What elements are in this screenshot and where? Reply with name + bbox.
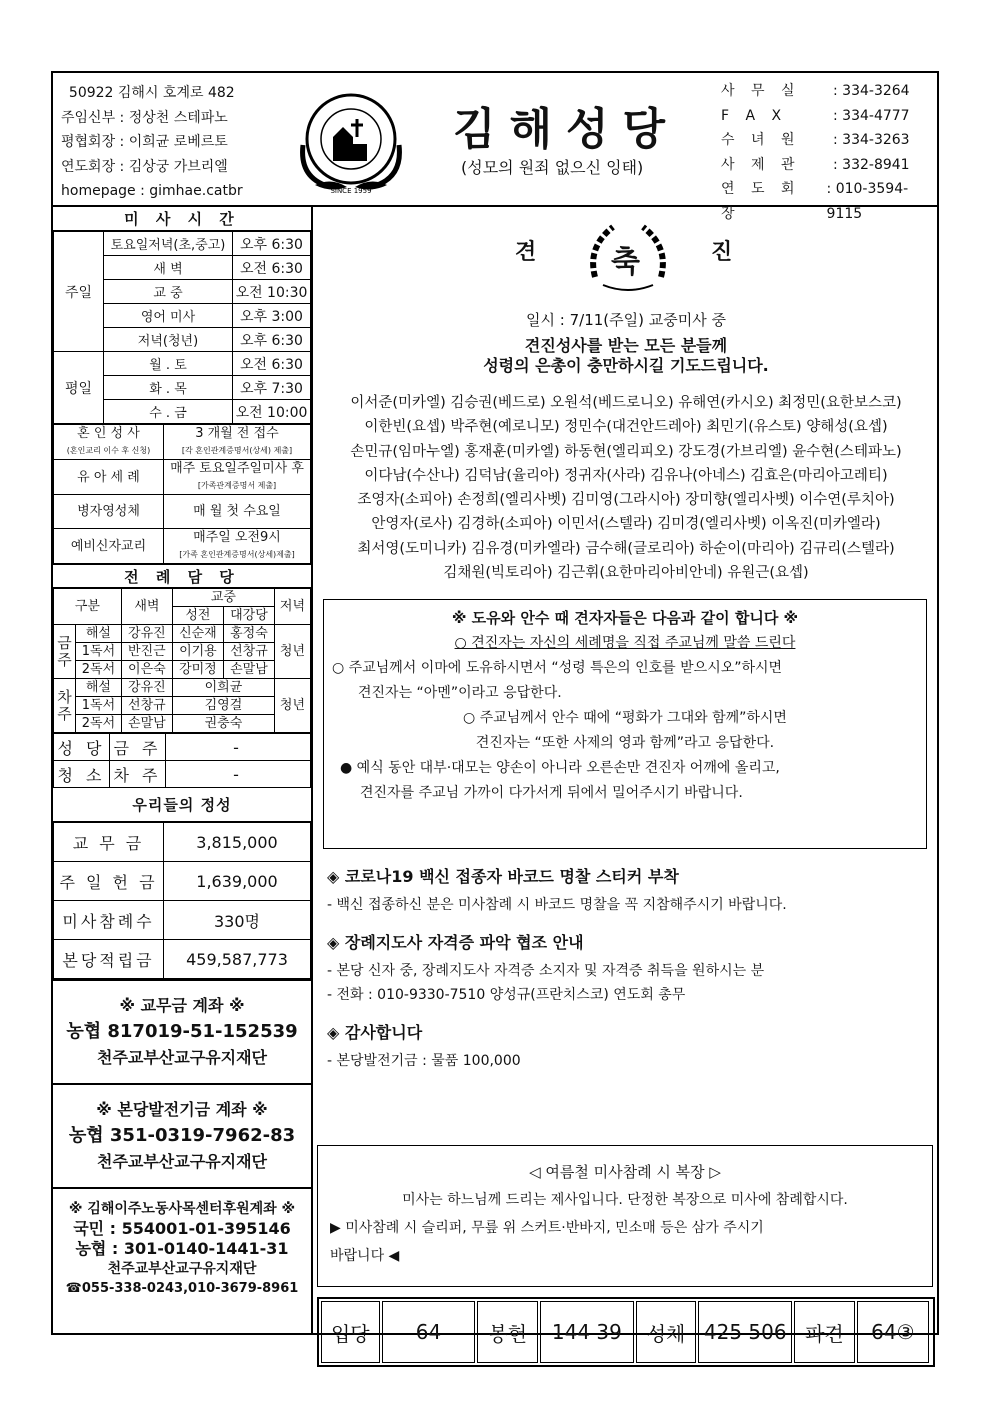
offering-row	[54, 823, 311, 862]
summer-box	[317, 1145, 933, 1287]
contacts	[721, 79, 937, 226]
conf-right: 진	[711, 240, 733, 265]
mass-time: 오후 7:30	[233, 376, 311, 400]
liturgy-cell: 1독서	[76, 697, 122, 715]
contact-label: 사 무 실	[721, 83, 801, 99]
col-type: 구분	[54, 589, 122, 625]
contact-row	[721, 79, 937, 104]
offering-row	[54, 862, 311, 901]
liturgy-row	[54, 625, 311, 643]
conf-date: 일시 : 7/11(주일) 교중미사 중	[526, 311, 726, 329]
contact-label: 연 도 회 장	[721, 181, 801, 222]
address: 50922 김해시 호계로 482	[68, 85, 235, 101]
liturgy-cell: 김영걸	[172, 697, 274, 715]
name-line: 이다남(수산나) 김덕남(율리아) 정귀자(사라) 김유나(아네스) 김효은(마리아고레티)	[364, 467, 888, 484]
notice	[327, 1021, 927, 1073]
name-line: 이한빈(요셉) 박주현(예로니모) 정민수(대건안드레아) 최민기(유스토) 양해성(요셉)	[364, 419, 888, 436]
name-line: 안영자(로사) 김경하(소피아) 이민서(스텔라) 김미경(엘리사벳) 이옥진(미카엘라)	[371, 516, 881, 533]
service-row	[54, 460, 311, 495]
legion-president: 연도회장 : 김상궁 가브리엘	[61, 158, 228, 175]
header-info	[61, 81, 243, 204]
bank-account	[53, 1083, 311, 1187]
cleaning-cell: -	[166, 761, 311, 788]
service-when: 3 개월 전 접수	[195, 426, 279, 441]
cleaning-cell: 금 주	[110, 734, 166, 761]
mass-schedule	[53, 231, 311, 424]
cleaning-table	[53, 733, 311, 788]
service-doc: [각 혼인관계증명서(상세) 제출]	[181, 446, 293, 455]
sunday-label: 주일	[54, 232, 104, 352]
contact-value: : 332-8941	[833, 156, 910, 173]
offering-table	[53, 822, 311, 979]
offering-label: 본당적립금	[54, 940, 164, 979]
labor-kb: 국민 : 554001-01-395146	[73, 1219, 291, 1238]
liturgy-cell: 반진근	[121, 643, 172, 661]
liturgy-cell: 청년	[274, 679, 310, 733]
offering-value: 330명	[164, 901, 311, 940]
offering-label: 미사참례수	[54, 901, 164, 940]
offering-label: 주 일 헌 금	[54, 862, 164, 901]
guide-c1: ○ 주교님께서 안수 때에 “평화가 그대와 함께”하시면	[463, 710, 787, 726]
contact-row	[721, 104, 937, 129]
mass-time: 오후 3:00	[233, 304, 311, 328]
summer-line1: 미사는 하느님께 드리는 제사입니다. 단정한 복장으로 미사에 참례합시다.	[402, 1192, 848, 1208]
guide-title: ※ 도유와 안수 때 견자자들은 다음과 같이 합니다 ※	[451, 609, 799, 627]
offering-value: 1,639,000	[164, 862, 311, 901]
service-name: 병자영성체	[77, 504, 140, 519]
service-row	[54, 529, 311, 564]
liturgy-row	[54, 661, 311, 679]
mass-time: 오전 10:30	[233, 280, 311, 304]
guide-d2: 견진자를 주교님 가까이 다가서게 뒤에서 밀어주시기 바랍니다.	[360, 785, 743, 801]
conf-left: 견	[515, 240, 537, 265]
liturgy-cell: 이희균	[172, 679, 274, 697]
name-line: 손민규(임마누엘) 홍재훈(미카엘) 하동현(엘리피오) 강도경(가브리엘) 윤수현(스테파노)	[350, 443, 902, 460]
next-week-label: 차주	[54, 679, 76, 733]
guide-d1: ● 예식 동안 대부·대모는 양손이 아니라 오른손만 견진자 어깨에 올리고,	[340, 760, 780, 776]
cleaning-cell: 성 당	[54, 734, 110, 761]
notice-line: - 본당발전기금 : 물품 100,000	[327, 1053, 521, 1069]
service-when: 매주일 오전9시	[193, 530, 281, 545]
contact-value: : 334-3264	[833, 83, 910, 99]
conf-msg2: 성령의 은총이 충만하시길 기도드립니다.	[483, 356, 769, 375]
mass-time: 오전 6:30	[233, 352, 311, 376]
col-sanctuary: 성전	[172, 607, 223, 625]
service-doc: [가족 혼인관계증명서(상세)제출]	[179, 550, 295, 559]
labor-nh: 농협 : 301-0140-1441-31	[75, 1239, 289, 1258]
labor-owner: 천주교부산교구유지재단	[107, 1261, 257, 1277]
liturgy-row	[54, 679, 311, 697]
right-column	[315, 207, 937, 1346]
offering-value: 459,587,773	[164, 940, 311, 979]
confirmand-names	[315, 391, 937, 585]
contact-label: 수 녀 원	[721, 132, 801, 148]
hymn-number: 64	[382, 1301, 476, 1363]
liturgy-cell: 해설	[76, 625, 122, 643]
labor-phone: ☎055-338-0243,010-3679-8961	[65, 1281, 299, 1296]
mass-name: 교 중	[104, 280, 233, 304]
logo-since: SINCE 1959	[330, 187, 372, 195]
left-column	[53, 207, 313, 1335]
notice	[327, 865, 927, 917]
offering-value: 3,815,000	[164, 823, 311, 862]
offering-row	[54, 940, 311, 979]
service-name: 예비신자교리	[70, 538, 147, 554]
hymn-number: 64③	[857, 1301, 929, 1363]
hymn-number: 425 506	[698, 1301, 792, 1363]
liturgy-cell: 선창규	[121, 697, 172, 715]
liturgy-row	[54, 643, 311, 661]
account-owner: 천주교부산교구유지재단	[96, 1152, 268, 1171]
summer-line3: 바랍니다 ◀	[330, 1248, 400, 1264]
liturgy-cell: 강미정	[172, 661, 223, 679]
bank-account	[53, 979, 311, 1083]
council-president: 평협회장 : 이희균 로베르토	[61, 134, 228, 150]
labor-title: ※ 김해이주노동사목센터후원계좌 ※	[68, 1201, 296, 1217]
contact-label: 사 제 관	[721, 156, 801, 173]
mass-name: 영어 미사	[104, 304, 233, 328]
pastor: 주임신부 : 정상천 스테파노	[61, 109, 228, 126]
mass-time: 오전 10:00	[233, 400, 311, 424]
liturgy-row	[54, 715, 311, 733]
hymn-label: 성체	[636, 1301, 697, 1363]
service-when: 매 월 첫 수요일	[193, 504, 281, 519]
hymn-label: 입당	[321, 1301, 380, 1363]
liturgy-title: 전 례 담 당	[53, 564, 311, 588]
mass-time: 오전 6:30	[233, 256, 311, 280]
liturgy-cell: 이기용	[172, 643, 223, 661]
notice-title: ◈ 감사합니다	[327, 1023, 423, 1042]
mass-name: 화 . 목	[104, 376, 233, 400]
guide-box	[323, 599, 927, 849]
contact-row	[721, 153, 937, 178]
mass-title: 미 사 시 간	[53, 207, 311, 231]
mass-row	[54, 352, 311, 376]
contact-value: : 334-4777	[833, 107, 910, 124]
conf-center: 축	[611, 245, 640, 280]
account-number: 농협 817019-51-152539	[66, 1021, 298, 1042]
contact-value: : 334-3263	[833, 132, 910, 148]
notices	[327, 865, 927, 1087]
notice-line: - 백신 접종하신 분은 미사참례 시 바코드 명찰을 꼭 지참해주시기 바랍니다.	[327, 897, 787, 913]
contact-row	[721, 128, 937, 153]
hymn-label: 봉헌	[477, 1301, 538, 1363]
col-dawn: 새벽	[121, 589, 172, 625]
service-name: 유 아 세 례	[77, 469, 140, 485]
notice-title: ◈ 코로나19 백신 접종자 바코드 명찰 스티커 부착	[327, 867, 679, 886]
labor-account	[53, 1187, 311, 1309]
homepage: homepage : gimhae.catbr	[61, 183, 243, 199]
offering-title: 우리들의 정성	[53, 788, 311, 822]
service-when: 매주 토요일주일미사 후	[170, 461, 304, 476]
liturgy-cell: 강유진	[121, 679, 172, 697]
guide-b2: 견진자는 “아멘”이라고 응답한다.	[358, 685, 562, 701]
guide-b1: ○ 주교님께서 이마에 도유하시면서 “성령 특은의 인호를 받으시오”하시면	[332, 660, 783, 676]
service-doc: [가족관계증명서 제출]	[197, 481, 277, 490]
name-line: 최서영(도미니카) 김유경(미카엘라) 금수해(글로리아) 하순이(마리아) 김규리(스텔라)	[357, 540, 895, 557]
liturgy-cell: 청년	[274, 625, 310, 679]
col-evening: 저녁	[274, 589, 310, 625]
account-title: ※ 본당발전기금 계좌 ※	[96, 1100, 268, 1119]
cleaning-cell: -	[166, 734, 311, 761]
name-line: 조영자(소피아) 손정희(엘리사벳) 김미영(그라시아) 장미향(엘리사벳) 이수연(루치아)	[357, 492, 895, 509]
hymn-numbers	[317, 1297, 935, 1367]
cleaning-cell: 청 소	[54, 761, 110, 788]
service-row	[54, 495, 311, 529]
liturgy-cell: 홍정숙	[223, 625, 274, 643]
liturgy-cell: 이은숙	[121, 661, 172, 679]
summer-title: ◁ 여름철 미사참례 시 복장 ▷	[529, 1163, 721, 1181]
mass-name: 수 . 금	[104, 400, 233, 424]
name-line: 김채원(빅토리아) 김근휘(요한마리아비안네) 유원근(요셉)	[443, 565, 809, 582]
bulletin-frame	[51, 71, 939, 1346]
mass-time: 오후 6:30	[233, 232, 311, 256]
notice-line: - 본당 신자 중, 장례지도사 자격증 소지자 및 자격증 취득을 원하시는 분	[327, 963, 765, 979]
parish-subtitle: (성모의 원죄 없으신 잉태)	[461, 158, 644, 177]
notice-line: - 전화 : 010-9330-7510 양성규(프란치스코) 연도회 총무	[327, 987, 686, 1003]
account-owner: 천주교부산교구유지재단	[96, 1048, 268, 1067]
mass-name: 토요일저녁(초,중고)	[104, 232, 233, 256]
church-logo-icon	[291, 89, 411, 197]
liturgy-cell: 선창규	[223, 643, 274, 661]
notice-title: ◈ 장례지도사 자격증 파악 협조 안내	[327, 933, 584, 952]
summer-line2: ▶ 미사참례 시 슬리퍼, 무릎 위 스커트·반바지, 민소매 등은 삼가 주시기	[330, 1220, 764, 1236]
liturgy-cell: 신순재	[172, 625, 223, 643]
offering-row	[54, 901, 311, 940]
liturgy-cell: 손말남	[121, 715, 172, 733]
weekday-label: 평일	[54, 352, 104, 424]
offering-label: 교 무 금	[54, 823, 164, 862]
liturgy-cell: 강유진	[121, 625, 172, 643]
service-note: (혼인교리 이수 후 신청)	[66, 446, 151, 455]
this-week-label: 금주	[54, 625, 76, 679]
mass-row	[54, 232, 311, 256]
notice	[327, 931, 927, 1007]
mass-extra	[53, 424, 311, 564]
name-line: 이서준(미카엘) 김승권(베드로) 오원석(베드로니오) 유해연(카시오) 최정민(요한보스코)	[350, 395, 902, 411]
liturgy-cell: 1독서	[76, 643, 122, 661]
mass-name: 월 . 토	[104, 352, 233, 376]
parish-title: 김해성당	[453, 104, 680, 155]
hymn-number: 144 39	[540, 1301, 634, 1363]
guide-c2: 견진자는 “또한 사제의 영과 함께”라고 응답한다.	[475, 735, 775, 751]
liturgy-table	[53, 588, 311, 733]
mass-name: 저녁(청년)	[104, 328, 233, 352]
contact-value: : 010-3594-9115	[826, 181, 909, 222]
hymn-label: 파견	[794, 1301, 855, 1363]
liturgy-row	[54, 697, 311, 715]
conf-msg1: 견진성사를 받는 모든 분들께	[524, 336, 728, 355]
cleaning-row	[54, 761, 311, 788]
liturgy-cell: 2독서	[76, 715, 122, 733]
account-number: 농협 351-0319-7962-83	[68, 1125, 296, 1146]
liturgy-cell: 권충숙	[172, 715, 274, 733]
service-name: 혼 인 성 사	[77, 426, 140, 441]
liturgy-cell: 손말남	[223, 661, 274, 679]
mass-name: 새 벽	[104, 256, 233, 280]
contact-label: F A X	[721, 107, 788, 124]
account-title: ※ 교무금 계좌 ※	[119, 996, 245, 1015]
liturgy-cell: 해설	[76, 679, 122, 697]
liturgy-cell: 2독서	[76, 661, 122, 679]
cleaning-cell: 차 주	[110, 761, 166, 788]
col-hall: 대강당	[223, 607, 274, 625]
col-main: 교중	[172, 589, 274, 607]
service-row	[54, 425, 311, 460]
guide-a: ○ 견진자는 자신의 세례명을 직접 주교님께 말씀 드린다	[454, 635, 796, 651]
mass-time: 오후 6:30	[233, 328, 311, 352]
cleaning-row	[54, 734, 311, 761]
